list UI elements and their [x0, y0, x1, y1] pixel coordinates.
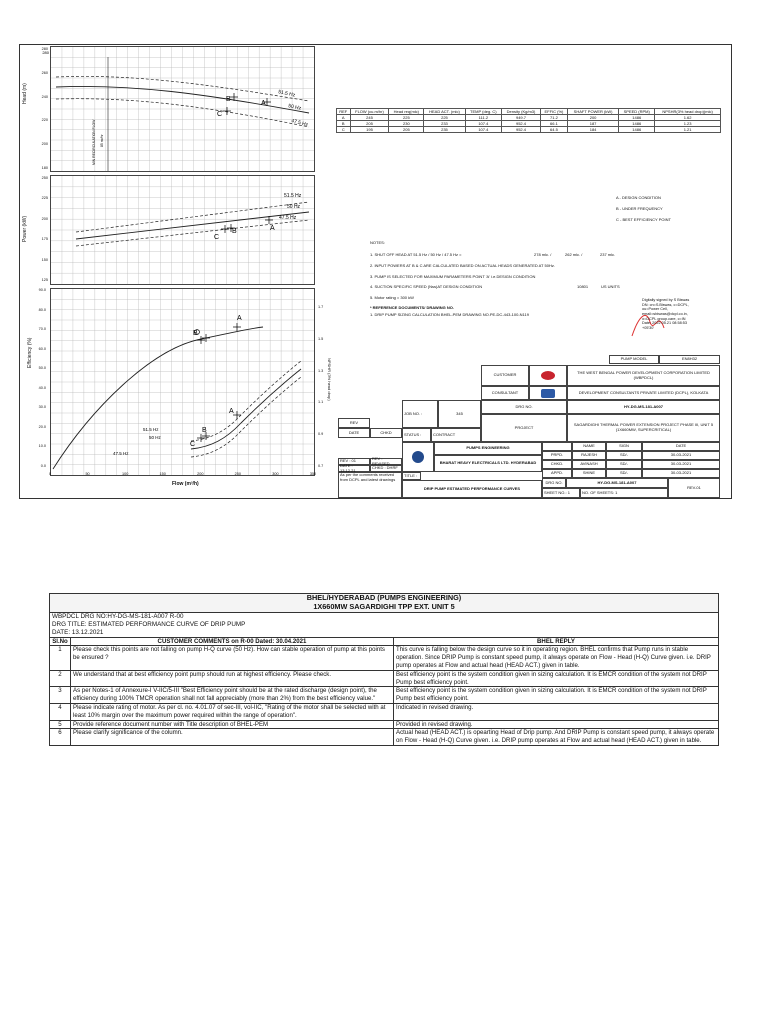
perf-cell: 235 — [424, 127, 465, 133]
ef-point-b: B — [193, 330, 198, 337]
reply-row-reply: Best efficiency point is the system condition given in sizing calculation. It is EMCR condition of the system not DRIP Pump best efficiency point. — [394, 687, 719, 704]
bhel-logo — [412, 451, 424, 463]
reply-row-reply: Indicated in revised drawing. — [394, 704, 719, 721]
note-3: 3. PUMP IS SELECTED FOR MAXIMUM PARAMETERS POINT 'A' i.e.DESIGN CONDITION — [370, 274, 536, 279]
pw-freq-50: 50 Hz — [287, 204, 301, 210]
note-1-shutoff-a: 278 mlc. / — [534, 252, 552, 257]
perf-cell: 952.4 — [502, 121, 541, 127]
ef-freq-51: 51.5 Hz — [143, 427, 159, 432]
perf-cell: 200 — [567, 115, 618, 121]
perf-cell: 1486 — [619, 121, 655, 127]
perf-cell: 205 — [389, 127, 424, 133]
sig-corner — [542, 442, 572, 451]
sig-cell: SD/- — [606, 469, 642, 478]
customer-label: CUSTOMER — [481, 365, 529, 386]
sig-cell: 30-03-2021 — [642, 451, 720, 460]
note-5: 5. Motor rating = 300 kW — [370, 295, 414, 300]
eff-xtick: 300 — [272, 472, 279, 476]
eff-ytick-right: 0.7 — [318, 464, 324, 468]
power-ytick: 225 — [41, 196, 48, 201]
perf-col-header: REF — [337, 109, 351, 115]
power-flow-chart — [50, 175, 315, 285]
pw-freq-51: 51.5 Hz — [284, 193, 302, 199]
perf-cell: 205 — [350, 121, 389, 127]
perf-col-header: Head req(mlc) — [389, 109, 424, 115]
perf-col-header: NPSHR(3% head drop)(mlc) — [655, 109, 721, 115]
perf-col-header: FLOW (cu.m/hr) — [350, 109, 389, 115]
sig-col-header: NAME — [572, 442, 606, 451]
sig-cell: SD/- — [606, 460, 642, 469]
perf-cell: 245 — [350, 115, 389, 121]
perf-col-header: HEAD ACT. (mlc) — [424, 109, 465, 115]
legend-a: A - DESIGN CONDITION — [616, 195, 661, 200]
perf-col-header: Density (Kg/m3) — [502, 109, 541, 115]
perf-cell: 1486 — [619, 115, 655, 121]
power-ylabel: Power (kW) — [22, 215, 28, 242]
power-ytick: 150 — [41, 257, 48, 262]
pw-point-b: B — [232, 228, 237, 235]
reply-title-line-2: 1X660MW SAGARDIGHI TPP EXT. UNIT 5 — [313, 601, 455, 611]
perf-cell: 71.2 — [540, 115, 567, 121]
reply-row — [50, 720, 719, 729]
power-flow-plot — [51, 176, 314, 284]
hq-ytick: 260 — [41, 70, 48, 75]
hq-ytick: 240 — [41, 94, 48, 99]
eff-ytick-right: 1.5 — [318, 336, 324, 341]
eff-xlabel: Flow (m³/h) — [172, 481, 199, 487]
consultant-name: DEVELOPMENT CONSULTANTS PRIVATE LIMITED (DCPL), KOLKATA — [567, 386, 720, 400]
reply-row-reply: Best efficiency point is the system condition given in sizing calculation. It is EMCR condition of the system not DRIP Pump best efficiency point. — [394, 670, 719, 687]
note-1: 1. SHUT OFF HEAD AT 51.5 Hz / 50 Hz / 47.5 Hz = — [370, 252, 462, 257]
perf-cell: 107.4 — [465, 127, 501, 133]
pw-freq-47: 47.5 Hz — [279, 215, 297, 221]
pump-model-label: PUMP MODEL — [609, 355, 659, 364]
eff-xtick: 0 — [48, 472, 52, 476]
rev-number: REV : 01 — [338, 458, 370, 465]
pumps-engineering-label: PUMPS ENGINEERING — [434, 442, 542, 455]
pw-point-a: A — [270, 225, 275, 232]
reply-row-comment: Please clarify significance of the column. — [71, 729, 394, 746]
perf-row — [337, 127, 721, 133]
reply-row-comment: Please indicate rating of motor. As per cl. no. 4.01.07 of sec-III, vol-IIC, "Rating of the motor shall be selected with at least 10% margin over the maximum power required within the range of operation". — [71, 704, 394, 721]
reply-title — [50, 594, 719, 613]
reply-row — [50, 687, 719, 704]
number-of-sheets: NO. OF SHEETS: 1 — [580, 488, 668, 498]
perf-cell: 184 — [567, 127, 618, 133]
reply-row-number: 4 — [50, 704, 71, 721]
comment-reply-table — [49, 593, 719, 746]
eff-xtick: 200 — [197, 472, 204, 476]
reply-info-title: DRG TITLE: ESTIMATED PERFORMANCE CURVE OF DRIP PUMP — [52, 620, 246, 628]
legend-b: B - UNDER FREQUENCY — [616, 206, 663, 211]
eff-xtick: 350 — [309, 472, 317, 476]
chkd-label: CHKD — [370, 428, 402, 438]
perf-cell: C — [337, 127, 351, 133]
performance-table — [336, 108, 721, 133]
sig-cell: SD/- — [606, 451, 642, 460]
revision-remark: As per the comments received from DCPL and latest drawings — [338, 472, 402, 498]
eff-ytick-right: 0.9 — [318, 432, 324, 437]
reply-info — [50, 612, 719, 637]
performance-table-header — [337, 109, 721, 115]
reply-row — [50, 729, 719, 746]
hq-point-a: A — [261, 100, 266, 107]
dcpl-logo — [541, 389, 555, 398]
signature-text: Digitally signed by S Biswas DN: cn=S.Biswas, c=DCPL, ou=Power Cell, email=sbiswas@dcpl.co.in, o=DCPL group.care, c=IN Date: 2022.05.21 08:58:53 +05'30' — [642, 298, 690, 330]
eff-ytick-left: 10.0 — [38, 444, 46, 449]
reference-docs-title: * REFERENCE DOCUMENTS/ DRAWING NO. — [370, 305, 455, 310]
hq-ytick: 280 — [42, 50, 49, 55]
notes-title: NOTES: — [370, 240, 385, 245]
status-value: CONTRACT — [431, 428, 481, 442]
perf-cell: 233 — [424, 121, 465, 127]
note-4: 4. SUCTION SPECIFIC SPEED (Nss)AT DESIGN CONDITION — [370, 284, 483, 289]
hq-freq-47: 47.5 Hz — [290, 118, 309, 129]
rev-date: DATE : 13.12.21 — [338, 465, 370, 472]
perf-cell: 1.21 — [655, 127, 721, 133]
pw-point-c: C — [214, 234, 220, 241]
rev-checked: CHKD : DHRF — [370, 465, 402, 472]
eff-ytick-left: 30.0 — [38, 405, 46, 410]
perf-cell: 111.2 — [465, 115, 501, 121]
eff-ytick-left: 80.0 — [38, 307, 46, 312]
perf-cell: 952.4 — [502, 127, 541, 133]
ef-freq-47: 47.5 Hz — [113, 451, 129, 456]
consultant-label: CONSULTANT — [481, 386, 529, 400]
reply-row — [50, 670, 719, 687]
customer-logo-cell — [529, 365, 567, 386]
power-ytick: 250 — [41, 176, 48, 180]
note-1-shutoff-b: 262 mlc. / — [565, 252, 583, 257]
col-sl-no: Sl.No — [50, 637, 71, 646]
sig-cell: PRPD. — [542, 451, 572, 460]
perf-cell: 1.62 — [655, 115, 721, 121]
hq-min-flow-label: 85 m³/hr — [100, 134, 104, 147]
perf-cell: 225 — [424, 115, 465, 121]
eff-xtick: 50 — [85, 472, 90, 476]
rev-description: REV : REVISED — [370, 458, 402, 465]
ef-npsh-point-a: A — [229, 408, 234, 415]
eff-ytick-left: 20.0 — [38, 424, 46, 429]
perf-cell: 225 — [389, 115, 424, 121]
hq-ylabel: Head (m) — [22, 83, 28, 104]
reply-row-reply: This curve is falling below the design curve so it in operating region. BHEL confirms that Pump runs in stable operation. Since DRIP Pump is constant speed pump, it always operate on Flow - Head (H-Q) Curve given. i.e. DRIP pump operates at Flow and actual head (HEAD ACT.) given in table. — [394, 646, 719, 670]
perf-cell: 230 — [389, 121, 424, 127]
rev-label: REV — [338, 418, 370, 428]
note-2: 2. INPUT POWERS AT B & C ARE CALCULATED BASED ON ACTUAL HEADS GENERATED AT 50Hz. — [370, 263, 555, 268]
sig-col-header: SIGN — [606, 442, 642, 451]
signature-stamp — [628, 298, 694, 353]
project-name: SAGARDIGHI THERMAL POWER EXTENSION PROJECT PHASE III, UNIT 5 (1X660MW, SUPERCRITICAL) — [567, 414, 720, 442]
sig-cell: RAJESH — [572, 451, 606, 460]
power-ytick: 125 — [41, 278, 48, 282]
hq-point-c: C — [217, 111, 223, 118]
perf-col-header: TEMP (deg. C) — [465, 109, 501, 115]
reply-row-number: 5 — [50, 720, 71, 729]
eff-ytick-right: 1.7 — [318, 305, 324, 309]
hq-freq-51: 51.5 Hz — [277, 89, 296, 99]
perf-cell: 107.4 — [465, 121, 501, 127]
reply-row-reply: Provided in revised drawing. — [394, 720, 719, 729]
wbpdcl-logo — [541, 371, 555, 380]
job-label: JOB NO. : — [402, 400, 438, 428]
eff-ytick-left: 70.0 — [38, 327, 46, 332]
power-ytick: 175 — [41, 237, 48, 242]
sig-cell: 30-03-2021 — [642, 469, 720, 478]
bhel-name: BHARAT HEAVY ELECTRICALS LTD. HYDERABAD — [434, 455, 542, 472]
hq-point-b: B — [226, 96, 231, 103]
perf-cell: 187 — [567, 121, 618, 127]
job-number: 345 — [438, 400, 481, 428]
perf-col-header: EFFIC (%) — [540, 109, 567, 115]
reply-info-drg: WBPDCL DRG NO:HY-DG-MS-181-A007 R-00 — [52, 612, 184, 620]
col-bhel-reply: BHEL REPLY — [394, 637, 719, 646]
col-customer-comments: CUSTOMER COMMENTS on R-00 Dated: 30.04.2021 — [71, 637, 394, 646]
eff-xtick: 250 — [234, 472, 242, 476]
reference-doc-1: 1. DRIP PUMP SIZING CALCULATION BHEL-PEM DRAWING NO.PE-DC-443-100-N119 — [370, 312, 529, 317]
reply-title-line-1: BHEL/HYDERABAD (PUMPS ENGINEERING) — [306, 593, 462, 602]
ef-npsh-point-c: C — [190, 441, 196, 448]
pump-model-value: EN8H32 — [659, 355, 720, 364]
ef-point-a: A — [237, 315, 242, 322]
project-label: PROJECT — [481, 414, 567, 442]
note-4-nss-unit: US UNITS — [601, 284, 620, 289]
perf-col-header: SHAFT POWER (kW) — [567, 109, 618, 115]
eff-ylabel-left: Efficiency (%) — [27, 337, 33, 368]
eff-ytick-right: 1.1 — [318, 400, 324, 405]
title-label: TITLE : — [402, 472, 421, 480]
efficiency-npsh-chart — [50, 288, 315, 476]
reply-row-number: 1 — [50, 646, 71, 670]
sig-cell: AVINASH — [572, 460, 606, 469]
perf-col-header: SPEED (RPM) — [619, 109, 655, 115]
sig-cell: APPD. — [542, 469, 572, 478]
hq-min-recirc-label: MIN RECIRCULATION FLOW — [92, 119, 96, 165]
hq-ytick: 220 — [41, 118, 48, 123]
drg-no-label-2: DRG NO. — [542, 478, 566, 488]
drg-number: HY-DG-MS-181-A007 — [567, 400, 720, 414]
note-1-shutoff-c: 237 mlc. — [600, 252, 616, 257]
drg-label: DRG NO. — [481, 400, 567, 414]
revision-number: REV-01 — [668, 478, 720, 498]
ef-freq-50: 50 Hz — [149, 435, 161, 440]
eff-ytick-right: 1.3 — [318, 368, 324, 373]
power-ytick: 200 — [41, 216, 48, 221]
perf-cell: 1.23 — [655, 121, 721, 127]
sig-cell: 30-03-2021 — [642, 460, 720, 469]
date-label: DATE — [338, 428, 370, 438]
eff-xtick: 150 — [159, 472, 166, 476]
eff-ytick-left: 60.0 — [38, 346, 46, 351]
eff-ytick-left: 90.0 — [38, 288, 46, 292]
reply-info-date: DATE: 13.12.2021 — [52, 628, 104, 636]
reply-row-number: 6 — [50, 729, 71, 746]
reply-row-comment: Provide reference document number with Title description of BHEL-PEM — [71, 720, 394, 729]
perf-cell: 66.1 — [540, 121, 567, 127]
drawing-title: DRIP PUMP ESTIMATED PERFORMANCE CURVES — [402, 480, 542, 498]
reply-row-reply: Actual head (HEAD ACT.) is opearting Head of Drip pump. And DRIP Pump is constant speed pump, it always operate on Flow - Head (H-Q) Curve given. i.e. DRIP pump operates at Flow and actual head (HEAD ACT.) given in table. — [394, 729, 719, 746]
perf-cell: 195 — [350, 127, 389, 133]
ef-npsh-point-b: B — [202, 427, 207, 434]
reply-row-comment: We understand that at best efficiency point pump should run at highest efficiency. Please check. — [71, 670, 394, 687]
consultant-logo-cell — [529, 386, 567, 400]
hq-freq-50: 50 Hz — [287, 103, 302, 112]
reply-row-number: 2 — [50, 670, 71, 687]
perf-cell: 1486 — [619, 127, 655, 133]
status-label: STATUS : — [402, 428, 431, 442]
perf-cell: 64.5 — [540, 127, 567, 133]
hq-ytick: 280 — [41, 47, 48, 51]
eff-ytick-left: 50.0 — [38, 366, 46, 371]
reply-row-number: 3 — [50, 687, 71, 704]
bhel-logo-cell — [402, 442, 434, 472]
sig-col-header: DATE — [642, 442, 720, 451]
hq-ytick: 200 — [41, 142, 48, 147]
drg-no-2: HY-DG-MS-181-A007 — [566, 478, 668, 488]
reply-row — [50, 646, 719, 670]
legend-c: C - BEST EFFICIENCY POINT — [616, 217, 671, 222]
sheet-number: SHEET NO.: 1 — [542, 488, 580, 498]
eff-xtick: 100 — [121, 472, 129, 476]
sig-cell: CHKD. — [542, 460, 572, 469]
eff-ylabel-right: NPSHR (3% head drop) — [327, 358, 332, 401]
perf-cell: 949.7 — [502, 115, 541, 121]
sig-cell: SHINE — [572, 469, 606, 478]
hq-ytick: 180 — [41, 166, 48, 170]
perf-cell: B — [337, 121, 351, 127]
eff-ytick-left: 0.0 — [40, 464, 46, 468]
reply-row — [50, 704, 719, 721]
reply-row-comment: As per Notes-1 of Annexure-I V-IIC/5-III "Best Efficiency point should be at the rated discharge (design point), the efficiency during 100% TMCR operation shall not fall appreciably (more than 2%) from the best efficiency value." — [71, 687, 394, 704]
efficiency-plot — [51, 289, 314, 475]
eff-ytick-left: 40.0 — [38, 385, 46, 390]
note-4-nss-value: 10801 — [577, 284, 589, 289]
customer-name: THE WEST BENGAL POWER DEVELOPMENT CORPORATION LIMITED (WBPDCL) — [567, 365, 720, 386]
reply-row-comment: Please check this points are not falling on pump H-Q curve (50 Hz). How can stable operation of pump at this points be ensured ? — [71, 646, 394, 670]
perf-cell: A — [337, 115, 351, 121]
